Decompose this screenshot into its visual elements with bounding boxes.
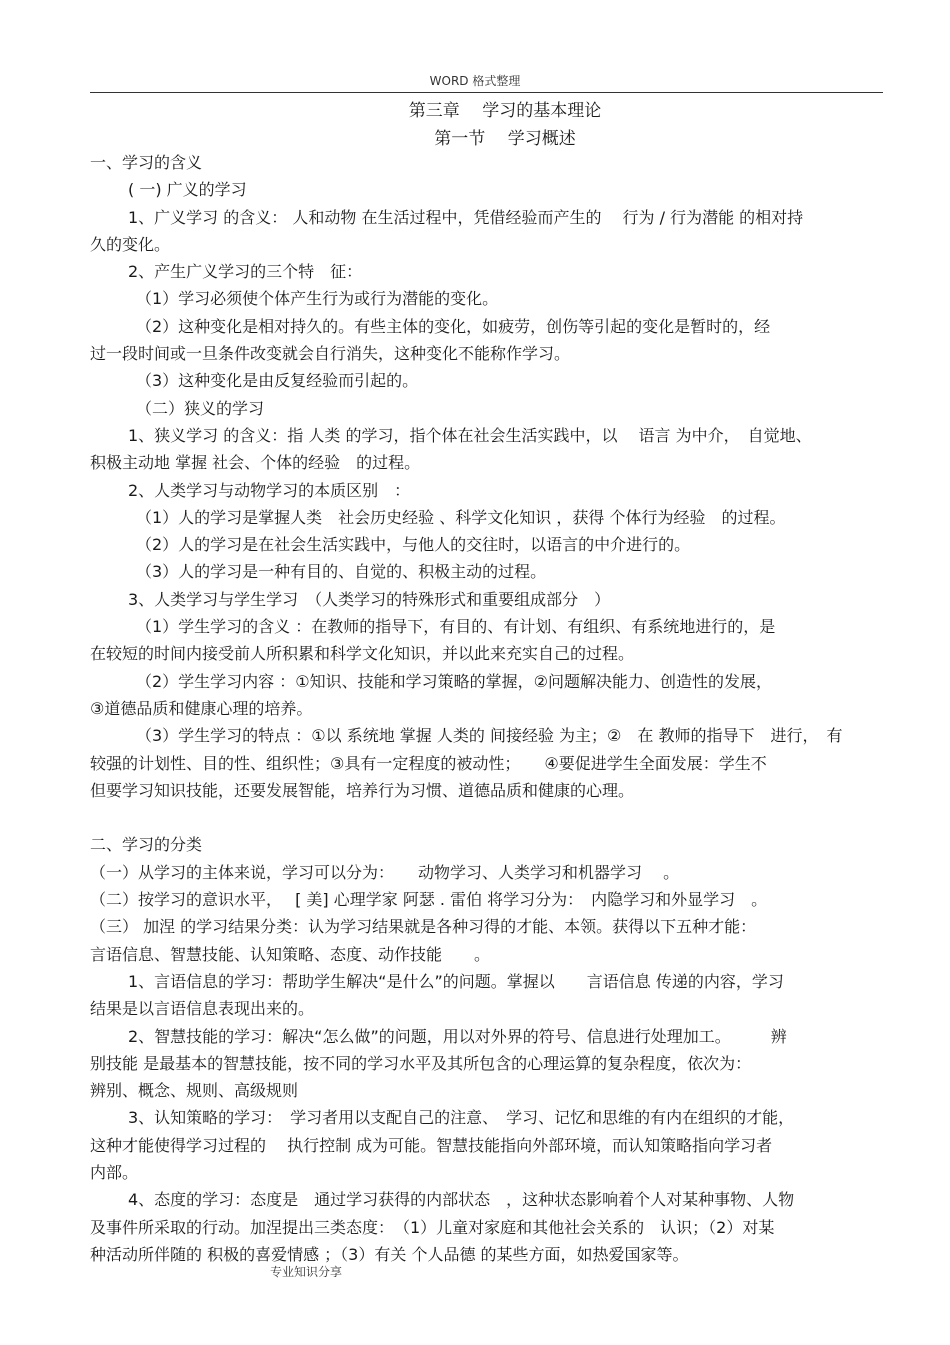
paragraph-line: 3、人类学习与学生学习 （人类学习的特殊形式和重要组成部分 ） — [128, 589, 611, 609]
paragraph-line: 积极主动地 掌握 社会、个体的经验 的过程。 — [90, 453, 421, 473]
list-item: （1）学生学习的含义 ：在教师的指导下，有目的、有计划、有组织、有系统地进行的，是 — [136, 617, 776, 637]
paragraph-line: （三） 加涅 的学习结果分类：认为学习结果就是各种习得的才能、本领。获得以下五种才能： — [90, 917, 757, 937]
paragraph-line: 言语信息、智慧技能、认知策略、态度、动作技能 。 — [90, 944, 491, 964]
paragraph-line: 1、言语信息的学习：帮助学生解决“是什么”的问题。掌握以 言语信息 传递的内容，学习 — [128, 971, 784, 991]
paragraph-line: 3、认知策略的学习： 学习者用以支配自己的注意、 学习、记忆和思维的有内在组织的才能， — [128, 1108, 795, 1128]
paragraph-line: （二）按学习的意识水平， [ 美] 心理学家 阿瑟 . 雷伯 将学习分为： 内隐学习和外显学习 。 — [90, 890, 768, 910]
paragraph-line: 1、广义学习 的含义： 人和动物 在生活过程中，凭借经验而产生的 行为 / 行为潜能 的相对持 — [128, 207, 804, 227]
header-rule — [90, 92, 883, 93]
paragraph-line: 但要学习知识技能，还要发展智能，培养行为习惯、道德品质和健康的心理。 — [90, 780, 635, 800]
paragraph-line: 这种才能使得学习过程的 执行控制 成为可能。智慧技能指向外部环境，而认知策略指向学习者 — [90, 1135, 773, 1155]
paragraph-line: 2、智慧技能的学习：解决“怎么做”的问题，用以对外界的符号、信息进行处理加工。 辨 — [128, 1026, 787, 1046]
paragraph-line: 在较短的时间内接受前人所积累和科学文化知识，并以此来充实自己的过程。 — [90, 644, 635, 664]
list-item: （1）学习必须使个体产生行为或行为潜能的变化。 — [136, 289, 499, 309]
paragraph-line: 及事件所采取的行动。加涅提出三类态度： （1）儿童对家庭和其他社会关系的 认识；（2）对某 — [90, 1217, 775, 1237]
list-item: （3）这种变化是由反复经验而引起的。 — [136, 371, 419, 391]
heading-2: 二、学习的分类 — [90, 835, 203, 855]
paragraph-line: 种活动所伴随的 积极的喜爱情感 ；（3）有关 个人品德 的某些方面，如热爱国家等。 — [90, 1244, 689, 1264]
section-title: 第一节 学习概述 — [434, 129, 576, 149]
paragraph-line: 1、狭义学习 的含义：指 人类 的学习，指个体在社会生活实践中，以 语言 为中介， 自觉地、 — [128, 425, 812, 445]
page-header: WORD 格式整理 — [429, 74, 521, 88]
body-text — [90, 149, 883, 1268]
paragraph-line: 内部。 — [90, 1162, 139, 1182]
list-item: （2）人的学习是在社会生活实践中，与他人的交往时，以语言的中介进行的。 — [136, 535, 691, 555]
list-item: （2）学生学习内容 ：①知识、技能和学习策略的掌握，②问题解决能力、创造性的发展， — [136, 671, 772, 691]
paragraph-line: （一）从学习的主体来说，学习可以分为： 动物学习、人类学习和机器学习 。 — [90, 862, 680, 882]
paragraph-line: 较强的计划性、目的性、组织性；③具有一定程度的被动性； ④要促进学生全面发展：学生不 — [90, 753, 767, 773]
paragraph-line: 4、态度的学习：态度是 通过学习获得的内部状态 ，这种状态影响着个人对某种事物、人物 — [128, 1190, 795, 1210]
paragraph-line: 2、产生广义学习的三个特 征： — [128, 262, 363, 282]
paragraph-line: 辨别、概念、规则、高级规则 — [90, 1081, 299, 1101]
paragraph-line: 别技能 是最基本的智慧技能，按不同的学习水平及其所包含的心理运算的复杂程度，依次为： — [90, 1053, 752, 1073]
list-item: （3）人的学习是一种有目的、自觉的、积极主动的过程。 — [136, 562, 547, 582]
paragraph-line: ③道德品质和健康心理的培养。 — [90, 698, 313, 718]
chapter-title: 第三章 学习的基本理论 — [408, 101, 602, 121]
list-item: （3）学生学习的特点 ：①以 系统地 掌握 人类的 间接经验 为主；② 在 教师的指导下 进行， 有 — [136, 726, 843, 746]
page-footer: 专业知识分享 — [270, 1265, 343, 1279]
paragraph-line: 结果是以言语信息表现出来的。 — [90, 999, 315, 1019]
blank-line — [90, 804, 883, 831]
paragraph-line: 久的变化。 — [90, 234, 171, 254]
list-item: （1）人的学习是掌握人类 社会历史经验 、科学文化知识 ，获得 个体行为经验 的过程。 — [136, 507, 786, 527]
list-item: （2）这种变化是相对持久的。有些主体的变化，如疲劳，创伤等引起的变化是暂时的，经 — [136, 316, 771, 336]
subheading: （二）狭义的学习 — [136, 398, 265, 418]
subheading: ( 一) 广义的学习 — [128, 180, 247, 200]
paragraph-line: 过一段时间或一旦条件改变就会自行消失，这种变化不能称作学习。 — [90, 344, 571, 364]
heading-1: 一、学习的含义 — [90, 153, 203, 172]
paragraph-line: 2、人类学习与动物学习的本质区别 ： — [128, 480, 411, 500]
